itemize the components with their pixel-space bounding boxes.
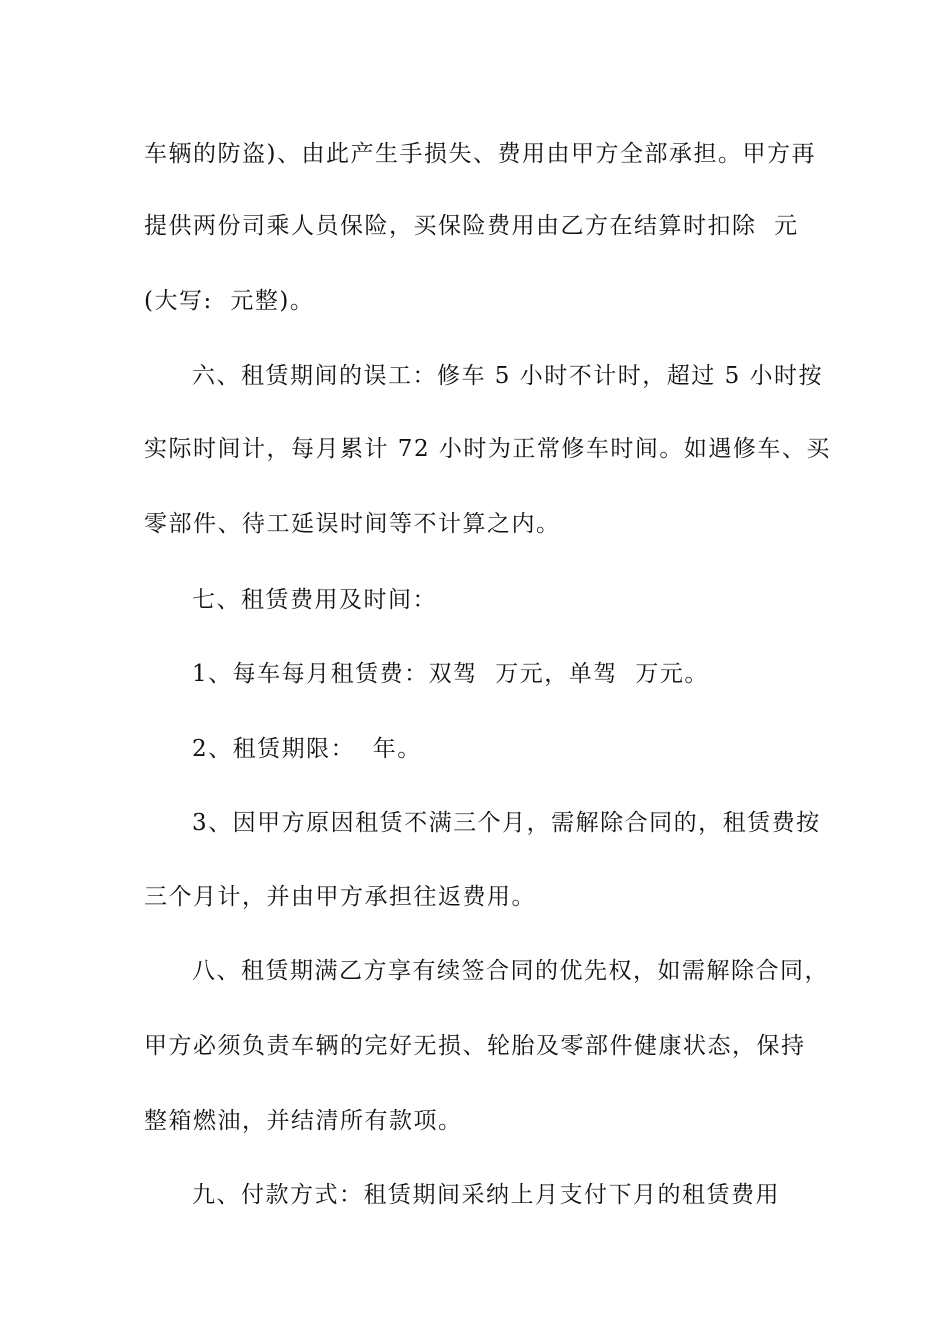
text-line: 三个月计，并由甲方承担往返费用。 [144,884,536,910]
text-line: 实际时间计，每月累计 72 小时为正常修车时间。如遇修车、买 [144,436,831,462]
paragraph-six: 六、租赁期间的误工：修车 5 小时不计时，超过 5 小时按 [192,363,824,389]
text-line: 甲方必须负责车辆的完好无损、轮胎及零部件健康状态，保持 [144,1033,806,1059]
list-item: 2、租赁期限： 年。 [192,736,422,762]
paragraph-nine: 九、付款方式：租赁期间采纳上月支付下月的租赁费用 [192,1182,780,1208]
paragraph-eight: 八、租赁期满乙方享有续签合同的优先权，如需解除合同， [192,958,829,984]
text-line: 零部件、待工延误时间等不计算之内。 [144,511,561,537]
list-item: 3、因甲方原因租赁不满三个月，需解除合同的，租赁费按 [192,810,821,836]
text-line: 车辆的防盗)、由此产生手损失、费用由甲方全部承担。甲方再 [144,141,816,167]
section-seven-heading: 七、租赁费用及时间： [192,587,437,613]
text-line: 整箱燃油，并结清所有款项。 [144,1108,463,1134]
text-line: 提供两份司乘人员保险，买保险费用由乙方在结算时扣除 元 [144,213,799,239]
text-line: (大写: 元整)。 [144,288,315,314]
list-item: 1、每车每月租赁费：双驾 万元，单驾 万元。 [192,661,709,687]
